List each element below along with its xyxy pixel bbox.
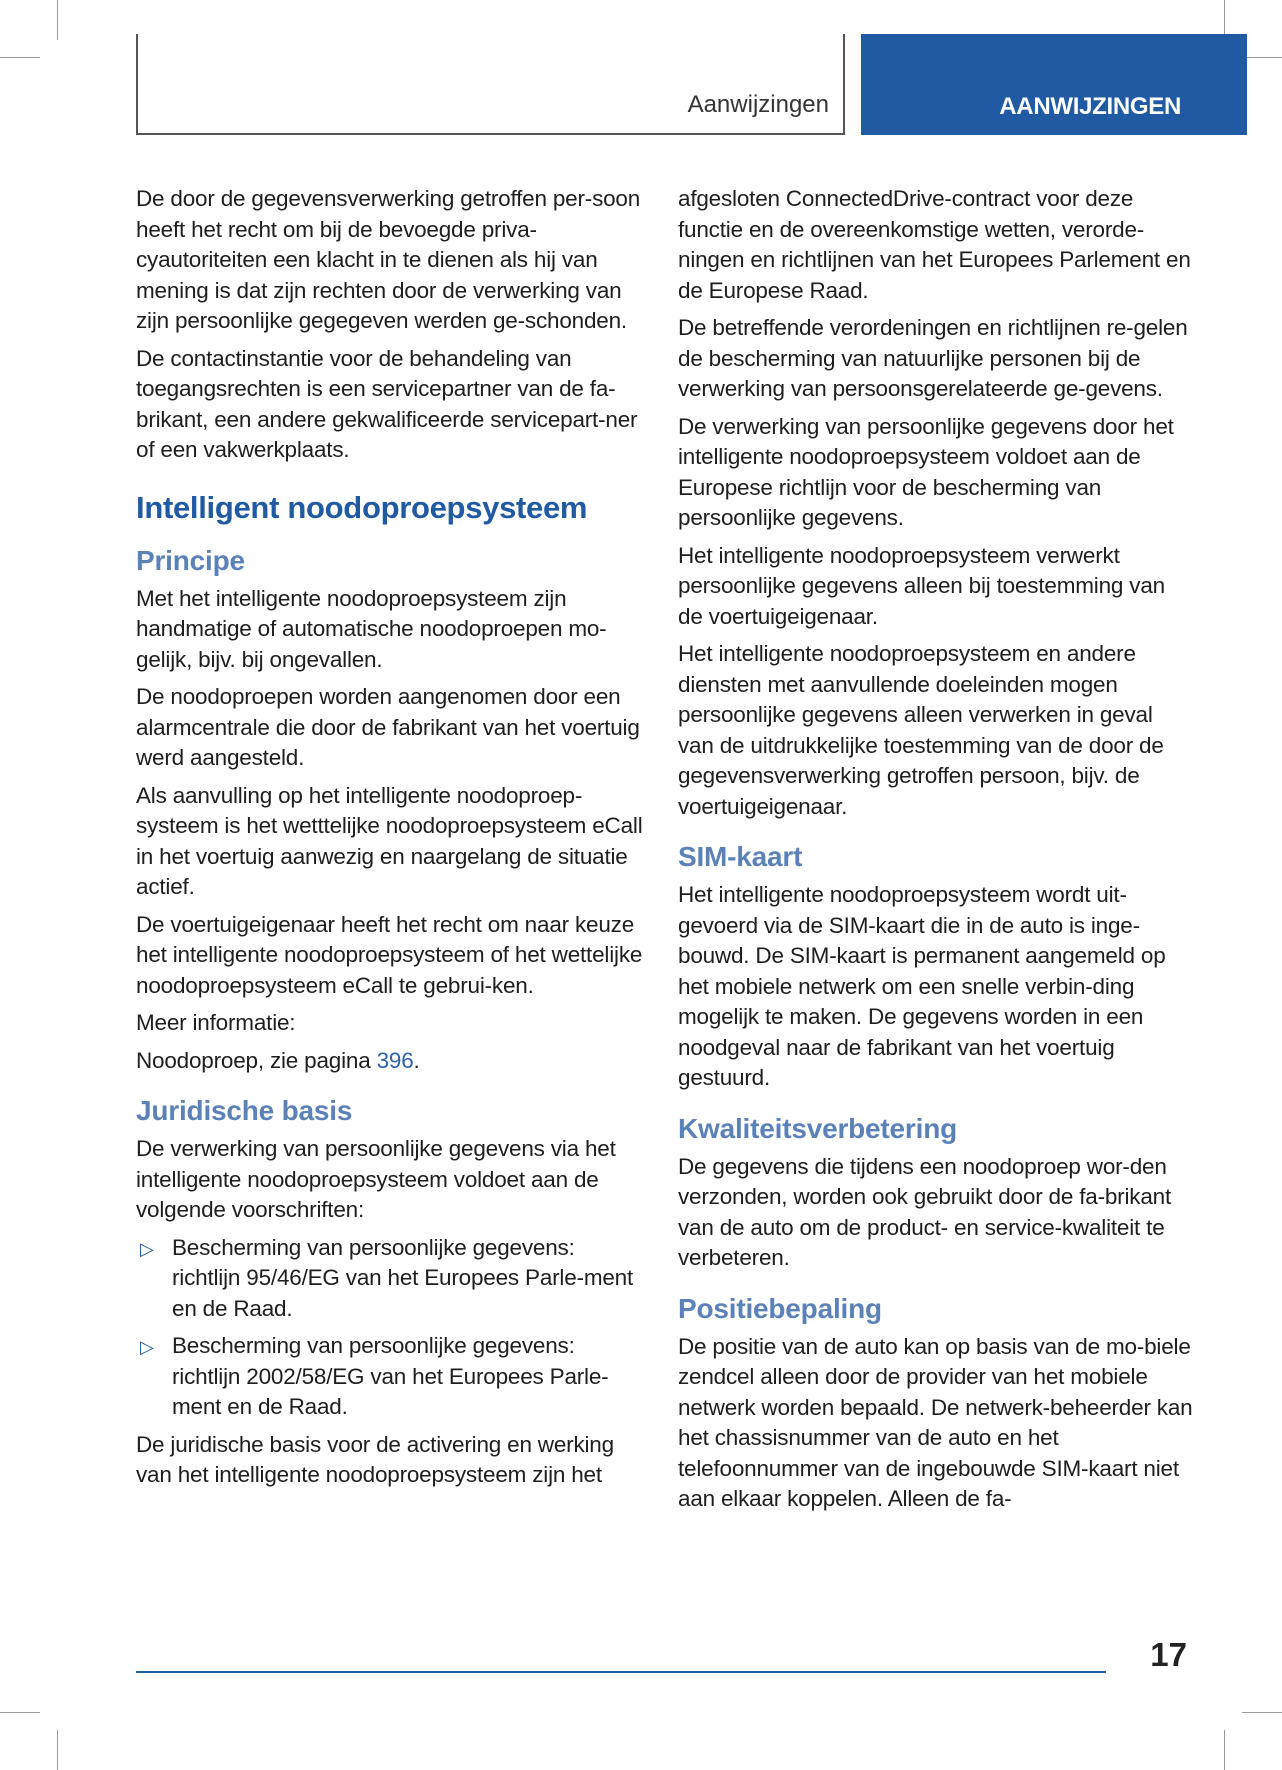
subheading-juridisch: Juridische basis (136, 1095, 353, 1126)
paragraph: De positie van de auto kan op basis van de mo-biele zendcel alleen door de provider van het mobiele netwerk worden bepaald. De netwerk-beheerder kan het chassisnummer van de auto en het telefoonnummer van de ingebouwde SIM-kaart niet aan elkaar koppelen. Alleen de fa- (678, 1333, 1193, 1511)
chapter-tab (861, 34, 1247, 135)
crop-mark (0, 57, 40, 58)
page-header (136, 34, 845, 135)
paragraph: De contactinstantie voor de behandeling van toegangsrechten is een servicepartner van de fa-brikant, een andere gekwalificeerde servicepart-ner of een vakwerkplaats. (136, 345, 638, 462)
paragraph: afgesloten ConnectedDrive-contract voor deze functie en de overeenkomstige wetten, verorde-ningen en richtlijnen van het Europees Parlement en de Europese Raad. (678, 186, 1191, 303)
page-link[interactable]: 396 (376, 1047, 414, 1073)
left-column (136, 184, 646, 1498)
subheading-positie: Positiebepaling (678, 1292, 882, 1324)
crop-mark (1242, 1712, 1282, 1713)
paragraph: Met het intelligente noodoproepsysteem zijn handmatige of automatische noodoproepen mo-gelijk, bijv. bij ongevallen. (136, 585, 607, 672)
crop-mark (1224, 1730, 1225, 1770)
subheading-principe: Principe (136, 544, 245, 576)
triangle-bullet-icon: ▷ (140, 1238, 154, 1259)
paragraph: De noodoproepen worden aangenomen door een alarmcentrale die door de fabrikant van het voertuig werd aangesteld. (136, 684, 640, 770)
right-column (678, 184, 1194, 1522)
list-item-text: Bescherming van persoonlijke gegevens: richtlijn 2002/58/EG van het Europees Parle-ment en de Raad. (172, 1333, 609, 1419)
paragraph: Als aanvulling op het intelligente noodoproep-systeem is het wetttelijke noodoproepsysteem eCall in het voertuig aanwezig en naargelang de situatie actief. (136, 782, 643, 899)
paragraph: De gegevens die tijdens een noodoproep wor-den verzonden, worden ook gebruikt door de fa-brikant van de auto om de product- en service-kwaliteit te verbeteren. (678, 1153, 1172, 1270)
section-heading: Intelligent noodoproepsysteem (136, 489, 588, 525)
paragraph: Het intelligente noodoproepsysteem wordt uit-gevoerd via de SIM-kaart die in de auto is inge-bouwd. De SIM-kaart is permanent aangemeld op het mobiele netwerk om een snelle verbin-ding mogelijk te maken. De gegevens worden in een noodgeval naar de fabrikant van het voertuig gestuurd. (678, 882, 1166, 1090)
paragraph: Het intelligente noodoproepsysteem verwerkt persoonlijke gegevens alleen bij toestemming van de voertuigeigenaar. (678, 542, 1165, 629)
crop-mark (57, 0, 58, 40)
crop-mark (1242, 57, 1282, 58)
paragraph: De verwerking van persoonlijke gegevens via het intelligente noodoproepsysteem voldoet aan de volgende voorschriften: (136, 1136, 616, 1222)
paragraph: Het intelligente noodoproepsysteem en andere diensten met aanvullende doeleinden mogen persoonlijke gegevens alleen verwerken in geval van de uitdrukkelijke toestemming van de door de gegevensverwerking getroffen persoon, bijv. de voertuigeigenaar. (678, 641, 1164, 819)
subheading-kwaliteit: Kwaliteitsverbetering (678, 1112, 957, 1144)
reference-text: Noodoproep, zie pagina (136, 1047, 377, 1073)
chapter-tab-label: AANWIJZINGEN (999, 93, 1181, 120)
list-item (136, 1331, 646, 1423)
paragraph: De voertuigeigenaar heeft het recht om naar keuze het intelligente noodoproepsysteem of het wettelijke noodoproepsysteem eCall te gebrui-ken. (136, 911, 643, 998)
list-item-text: Bescherming van persoonlijke gegevens: richtlijn 95/46/EG van het Europees Parle-ment en de Raad. (172, 1234, 634, 1321)
list-item (136, 1233, 646, 1325)
subheading-sim-kaart: SIM-kaart (678, 841, 803, 872)
page-number: 17 (1150, 1636, 1187, 1673)
page-reference (136, 1046, 646, 1077)
crop-mark (57, 1730, 58, 1770)
footer-rule (136, 1671, 1106, 1673)
bullet-list (136, 1233, 646, 1423)
paragraph: Meer informatie: (136, 1010, 296, 1035)
triangle-bullet-icon: ▷ (140, 1337, 154, 1357)
crop-mark (0, 1712, 40, 1713)
reference-end: . (413, 1047, 420, 1073)
paragraph: De door de gegevensverwerking getroffen per-soon heeft het recht om bij de bevoegde priva-cyautoriteiten een klacht in te dienen als hij van mening is dat zijn rechten door de verwerking van zijn persoonlijke gegegeven werden ge-schonden. (136, 186, 641, 333)
paragraph: De betreffende verordeningen en richtlijnen re-gelen de bescherming van natuurlijke personen bij de verwerking van persoonsgerelateerde ge-gevens. (678, 315, 1188, 401)
section-title: Aanwijzingen (687, 91, 829, 118)
paragraph: De juridische basis voor de activering en werking van het intelligente noodoproepsysteem zijn het (136, 1431, 614, 1487)
paragraph: De verwerking van persoonlijke gegevens door het intelligente noodoproepsysteem voldoet aan de Europese richtlijn voor de bescherming van persoonlijke gegevens. (678, 413, 1174, 530)
